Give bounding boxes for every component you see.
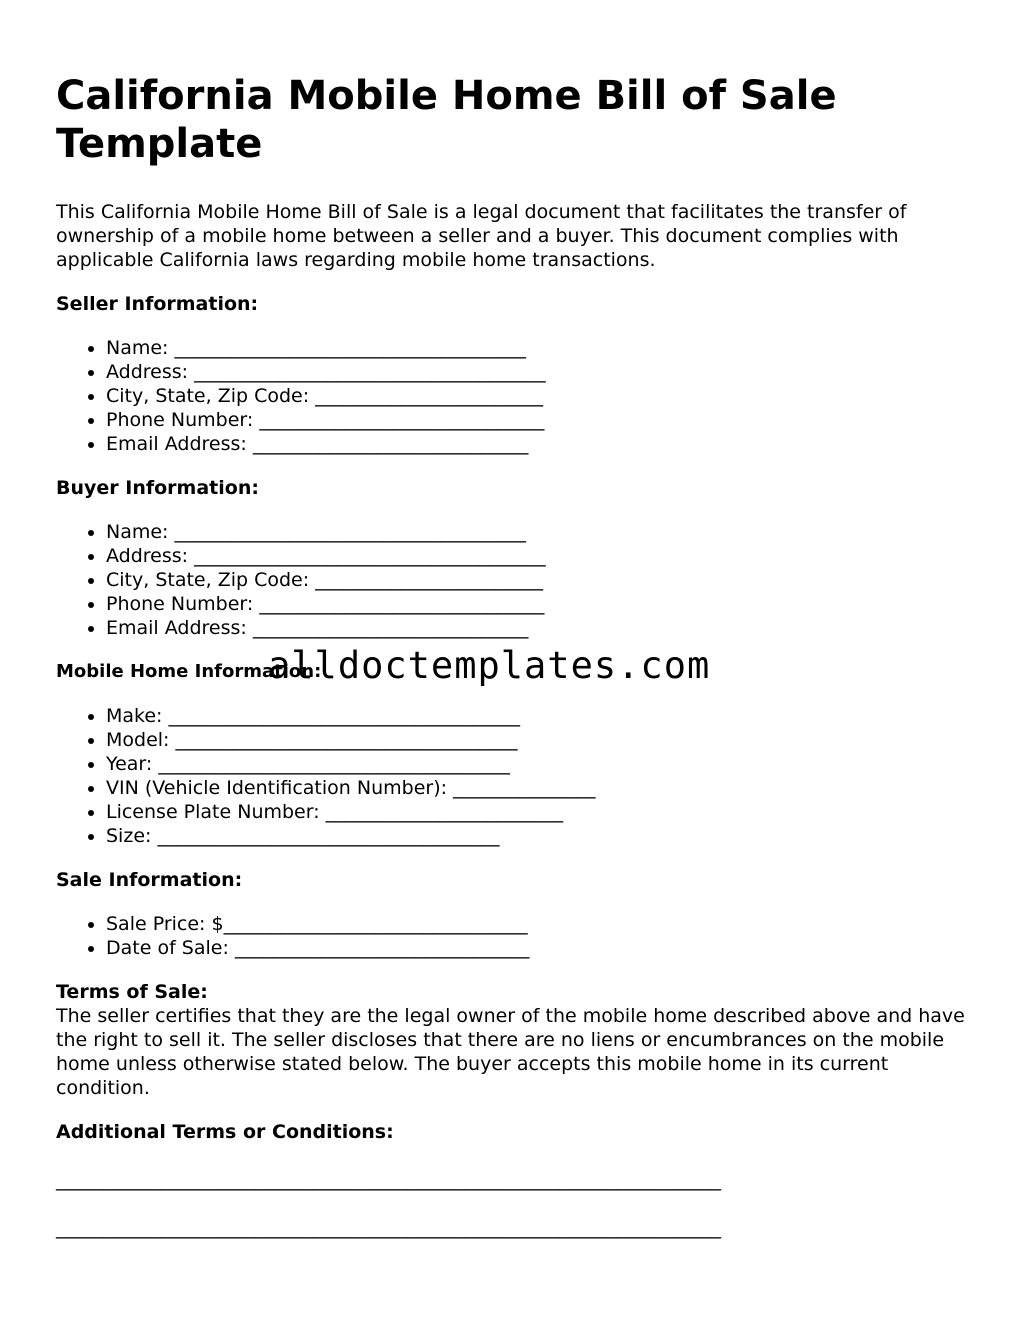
vin-field[interactable]: • VIN (Vehicle Identification Number): _______________ [106, 776, 976, 800]
sale-list [56, 912, 976, 960]
intro-paragraph: This California Mobile Home Bill of Sale is a legal document that facilitates the transfer of ownership of a mobile home between a seller and a buyer. This document complies with applicable California laws regarding mobile home transactions. [56, 201, 907, 271]
mobile-home-heading: Mobile Home Information: [56, 661, 322, 682]
seller-address-field[interactable]: • Address: _____________________________________ [106, 360, 976, 384]
buyer-email-field[interactable]: • Email Address: _____________________________ [106, 616, 976, 640]
seller-email-field[interactable]: • Email Address: _____________________________ [106, 432, 976, 456]
buyer-name-field[interactable]: • Name: _____________________________________ [106, 520, 976, 544]
sale-price-field[interactable]: • Sale Price: $________________________________ [106, 912, 976, 936]
make-field[interactable]: • Make: _____________________________________ [106, 704, 976, 728]
buyer-city-field[interactable]: • City, State, Zip Code: ________________________ [106, 568, 976, 592]
page-title: California Mobile Home Bill of Sale Template [56, 73, 837, 167]
model-field[interactable]: • Model: ____________________________________ [106, 728, 976, 752]
sale-date-field[interactable]: • Date of Sale: _______________________________ [106, 936, 976, 960]
mobile-home-list [56, 704, 976, 848]
buyer-heading: Buyer Information: [56, 477, 259, 499]
buyer-list [56, 520, 976, 640]
seller-phone-field[interactable]: • Phone Number: ______________________________ [106, 408, 976, 432]
terms-paragraph: The seller certifies that they are the legal owner of the mobile home described above and have the right to sell it. The seller discloses that there are no liens or encumbrances on the mobile home unless otherwise stated below. The buyer accepts this mobile home in its current condition. [56, 1005, 965, 1099]
seller-heading: Seller Information: [56, 293, 259, 315]
seller-city-field[interactable]: • City, State, Zip Code: ________________________ [106, 384, 976, 408]
seller-name-field[interactable]: • Name: _____________________________________ [106, 336, 976, 360]
buyer-phone-field[interactable]: • Phone Number: ______________________________ [106, 592, 976, 616]
size-field[interactable]: • Size: ____________________________________ [106, 824, 976, 848]
terms-heading: Terms of Sale: [56, 981, 208, 1003]
license-plate-field[interactable]: • License Plate Number: _________________________ [106, 800, 976, 824]
seller-list [56, 336, 976, 456]
buyer-address-field[interactable]: • Address: _____________________________________ [106, 544, 976, 568]
additional-line[interactable]: ______________________________________________________________________ [56, 1169, 721, 1191]
watermark-text: alldoctemplates.com [268, 644, 711, 687]
additional-terms-heading: Additional Terms or Conditions: [56, 1121, 394, 1143]
sale-heading: Sale Information: [56, 869, 243, 891]
year-field[interactable]: • Year: _____________________________________ [106, 752, 976, 776]
additional-line[interactable]: ______________________________________________________________________ [56, 1217, 721, 1239]
